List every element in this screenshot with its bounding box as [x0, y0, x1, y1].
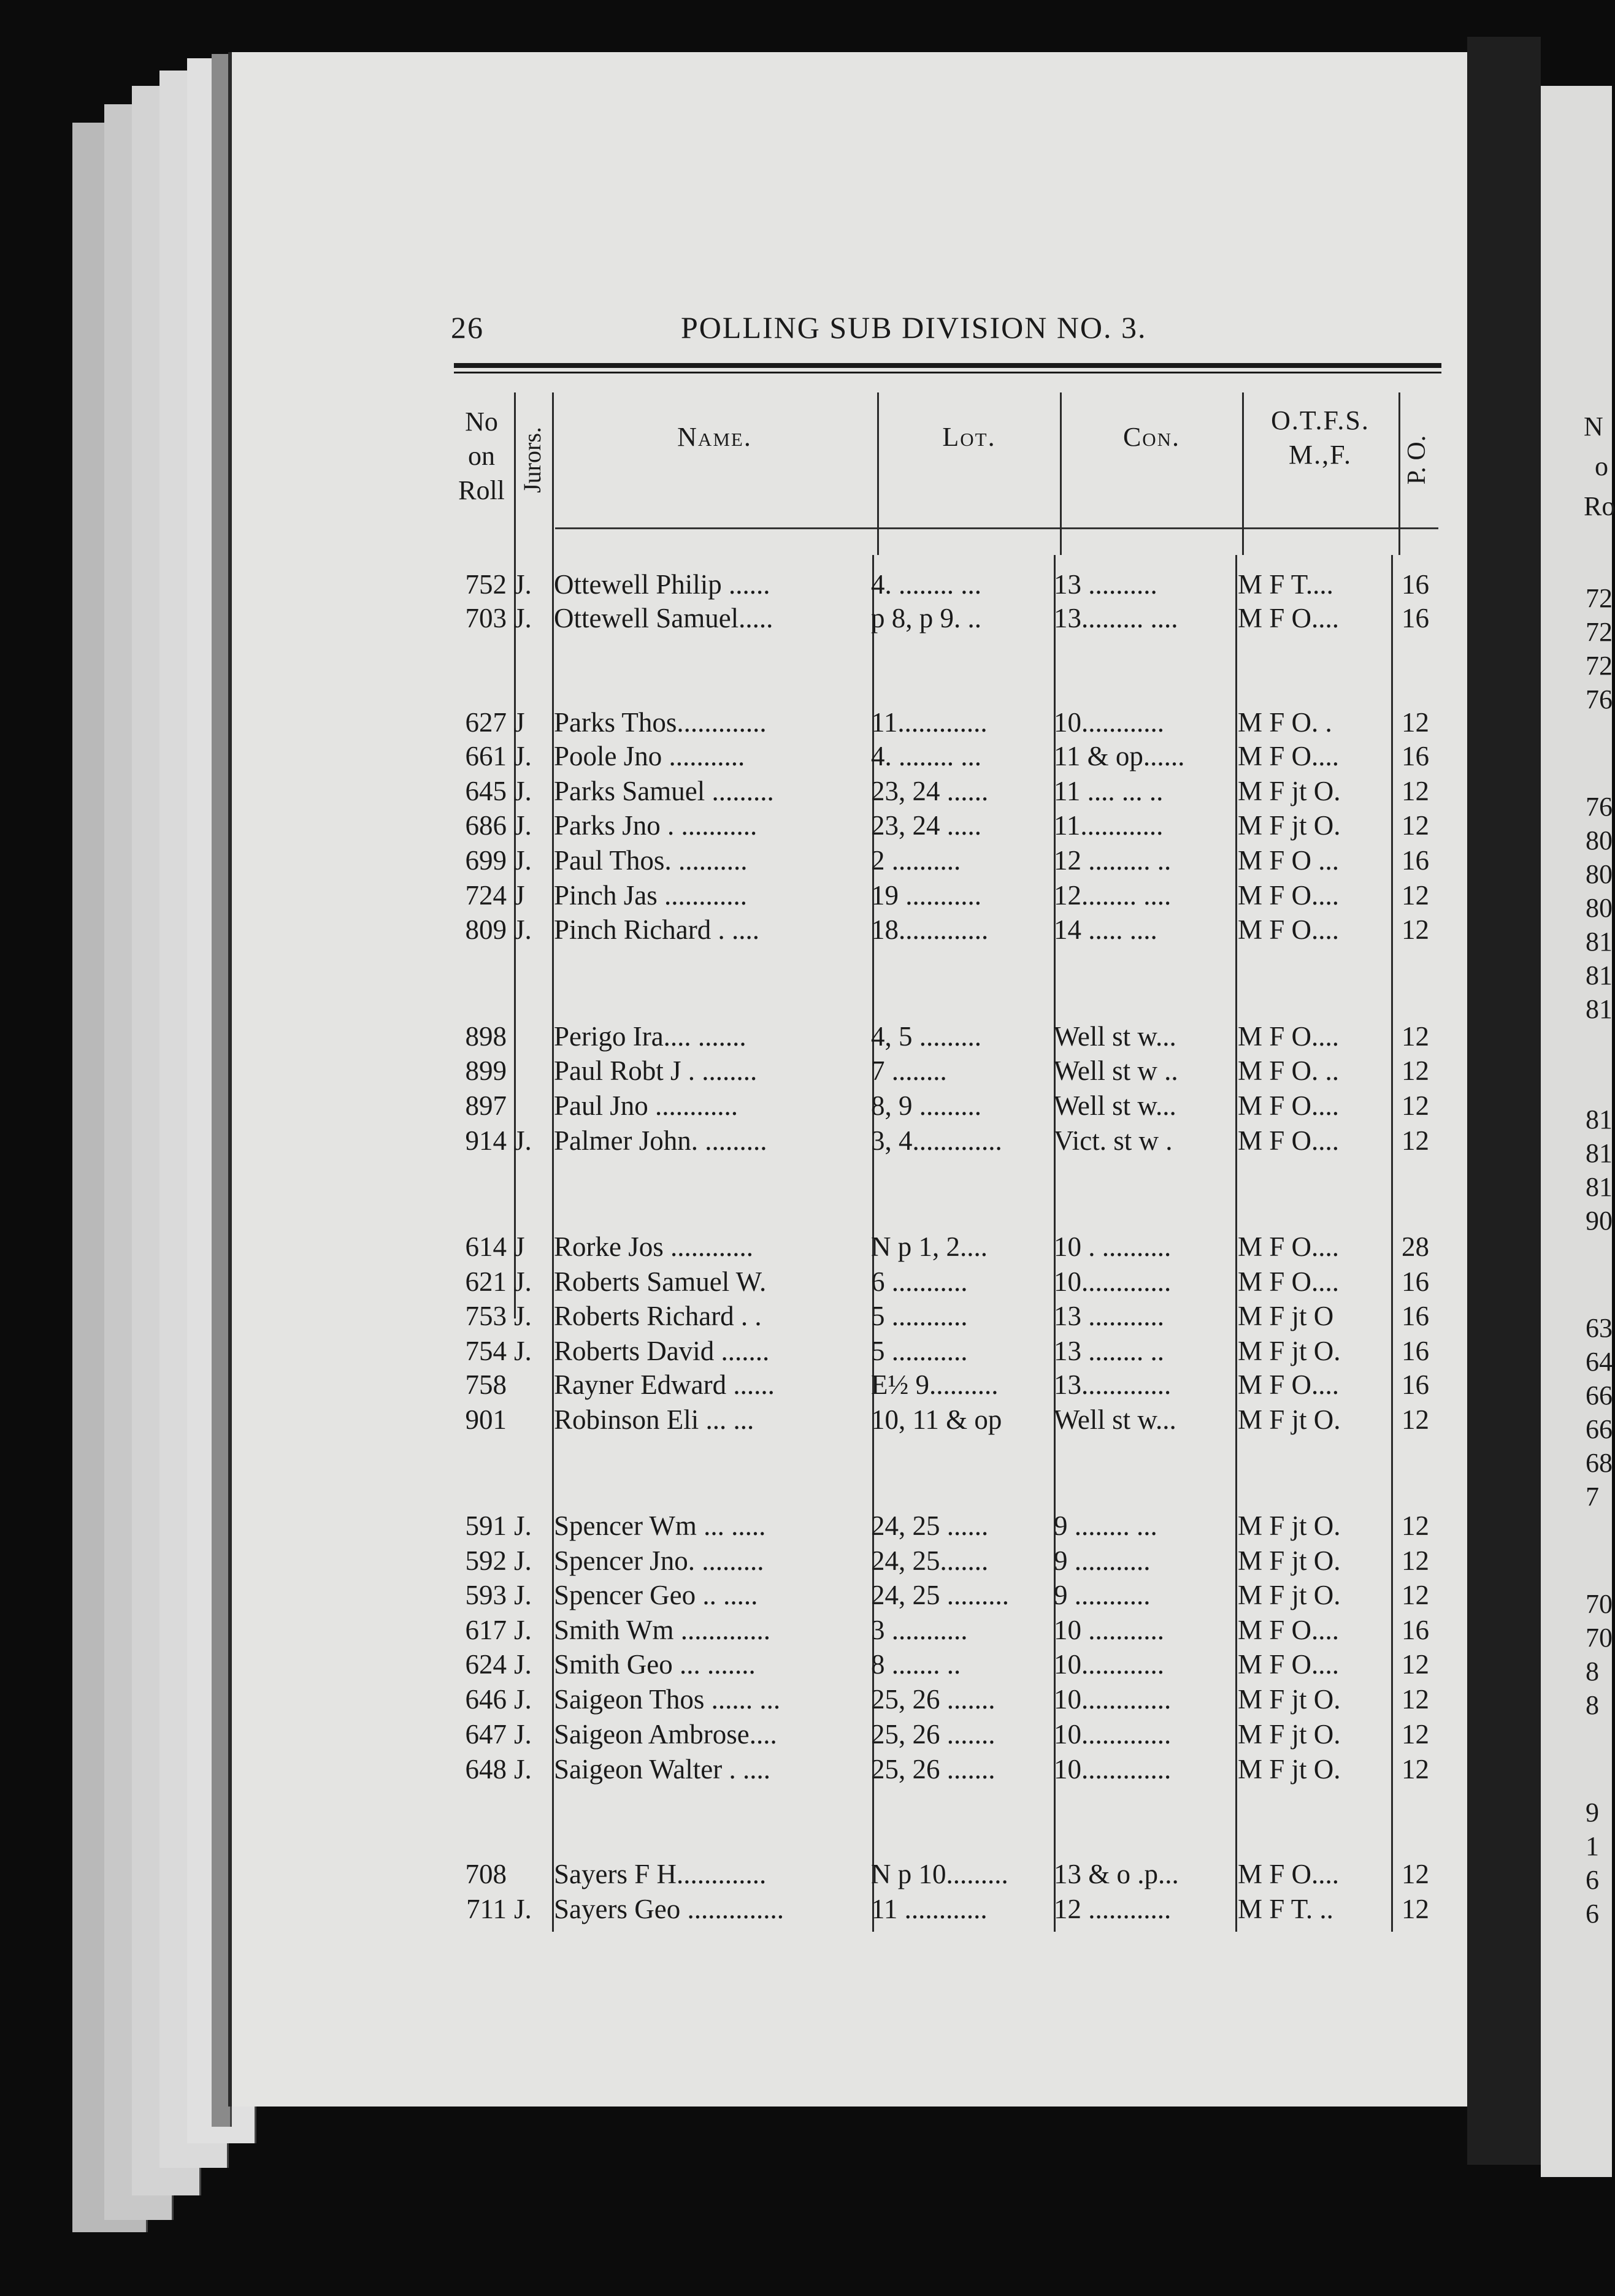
- cell-no: 899: [465, 1055, 507, 1086]
- table-row: [0, 567, 1612, 602]
- cell-lot: 11.............: [871, 707, 988, 738]
- cell-po: 16: [1402, 1369, 1429, 1400]
- cell-name: Parks Jno . ...........: [554, 810, 758, 841]
- cell-no: 901: [465, 1404, 507, 1435]
- facing-page-number-fragment: 81: [1586, 927, 1613, 957]
- cell-con: 12 ......... ..: [1054, 845, 1172, 876]
- header-rule-thin: [454, 372, 1441, 373]
- column-head-label: Jurors.: [518, 427, 546, 493]
- cell-no: 648: [465, 1754, 507, 1785]
- column-rule: [1398, 392, 1400, 555]
- facing-page-number-fragment: 70: [1586, 1589, 1613, 1619]
- cell-lot: 25, 26 .......: [871, 1719, 995, 1750]
- cell-no: 914: [465, 1125, 507, 1156]
- cell-con: 11............: [1054, 810, 1164, 841]
- facing-page-number-fragment: 68: [1586, 1448, 1613, 1478]
- cell-otfs: M F T....: [1238, 569, 1333, 600]
- column-head-line: on: [468, 441, 495, 471]
- cell-otfs: M F jt O.: [1238, 1684, 1341, 1715]
- cell-lot: N p 1, 2....: [871, 1231, 988, 1262]
- cell-name: Spencer Wm ... .....: [554, 1510, 766, 1541]
- cell-no: 809: [465, 914, 507, 945]
- cell-otfs: M F O....: [1238, 1615, 1340, 1645]
- cell-otfs: M F O....: [1238, 1231, 1340, 1262]
- cell-con: 13 ..........: [1054, 569, 1157, 600]
- facing-page-number-fragment: 76: [1586, 684, 1613, 714]
- cell-con: 9 ........ ...: [1054, 1510, 1157, 1541]
- cell-lot: 19 ...........: [871, 880, 981, 911]
- running-header: [451, 310, 1346, 346]
- cell-no: 699: [465, 845, 507, 876]
- cell-otfs: M F O....: [1238, 1125, 1340, 1156]
- cell-po: 12: [1402, 1580, 1429, 1610]
- column-head-no-on-roll: [442, 405, 521, 508]
- cell-name: Saigeon Walter . ....: [554, 1754, 770, 1785]
- column-head-jurors: [514, 399, 551, 521]
- cell-con: 12........ ....: [1054, 880, 1172, 911]
- column-head-po: [1398, 399, 1435, 521]
- cell-no: 703: [465, 603, 507, 633]
- cell-otfs: M F jt O.: [1238, 1719, 1341, 1750]
- cell-jur: J.: [514, 810, 532, 841]
- cell-no: 617: [465, 1615, 507, 1645]
- facing-page-number-fragment: 63: [1586, 1313, 1613, 1343]
- cell-jur: J.: [514, 845, 532, 876]
- cell-otfs: M F O....: [1238, 603, 1340, 633]
- cell-con: 10 ...........: [1054, 1615, 1164, 1645]
- cell-jur: J.: [514, 1649, 532, 1680]
- cell-lot: 4. ........ ...: [871, 741, 981, 771]
- cell-jur: J.: [514, 603, 532, 633]
- cell-lot: 3, 4.............: [871, 1125, 1002, 1156]
- table-row: [0, 1544, 1612, 1578]
- facing-page-number-fragment: 8: [1586, 1656, 1599, 1686]
- cell-con: 13 ...........: [1054, 1301, 1164, 1331]
- cell-name: Roberts Richard . .: [554, 1301, 762, 1331]
- cell-po: 12: [1402, 1021, 1429, 1052]
- cell-no: 646: [465, 1684, 507, 1715]
- cell-lot: 24, 25 .........: [871, 1580, 1009, 1610]
- cell-con: Well st w ..: [1054, 1055, 1178, 1086]
- facing-page-number-fragment: 81: [1586, 1138, 1613, 1168]
- cell-name: Sayers F H.............: [554, 1859, 767, 1889]
- column-head-label: P. O.: [1403, 435, 1431, 485]
- column-head-name: Name.: [677, 422, 752, 452]
- table-row: [0, 878, 1612, 913]
- table-row: [0, 1230, 1612, 1264]
- facing-page-number-fragment: 64: [1586, 1347, 1613, 1377]
- cell-name: Robinson Eli ... ...: [554, 1404, 754, 1435]
- cell-otfs: M F jt O.: [1238, 776, 1341, 806]
- cell-otfs: M F O....: [1238, 880, 1340, 911]
- cell-otfs: M F jt O.: [1238, 1754, 1341, 1785]
- cell-otfs: M F O. ..: [1238, 1055, 1340, 1086]
- column-head-otfs: [1242, 404, 1398, 472]
- cell-name: Paul Thos. ..........: [554, 845, 748, 876]
- table-row: [0, 1613, 1612, 1647]
- cell-lot: E½ 9..........: [871, 1369, 999, 1400]
- cell-jur: J.: [514, 1684, 532, 1715]
- cell-no: 645: [465, 776, 507, 806]
- cell-name: Parks Thos.............: [554, 707, 767, 738]
- cell-name: Parks Samuel .........: [554, 776, 774, 806]
- cell-con: Vict. st w .: [1054, 1125, 1173, 1156]
- cell-otfs: M F O....: [1238, 1859, 1340, 1889]
- cell-con: 10.............: [1054, 1754, 1172, 1785]
- cell-otfs: M F O....: [1238, 741, 1340, 771]
- cell-con: 10............: [1054, 707, 1164, 738]
- column-rule: [877, 392, 879, 555]
- cell-po: 12: [1402, 1649, 1429, 1680]
- cell-no: 711: [466, 1894, 507, 1924]
- cell-name: Saigeon Thos ...... ...: [554, 1684, 781, 1715]
- column-head-rule: [555, 527, 1438, 529]
- cell-no: 753: [465, 1301, 507, 1331]
- table-row: [0, 1578, 1612, 1612]
- cell-lot: 25, 26 .......: [871, 1684, 995, 1715]
- cell-lot: 10, 11 & op: [871, 1404, 1002, 1435]
- facing-page-number-fragment: 7: [1586, 1482, 1599, 1512]
- cell-po: 12: [1402, 1894, 1429, 1924]
- cell-lot: 11 ............: [871, 1894, 988, 1924]
- cell-otfs: M F O....: [1238, 914, 1340, 945]
- cell-otfs: M F jt O.: [1238, 1580, 1341, 1610]
- cell-name: Perigo Ira.... .......: [554, 1021, 746, 1052]
- cell-con: 11 & op......: [1054, 741, 1185, 771]
- cell-po: 12: [1402, 1055, 1429, 1086]
- facing-page-number-fragment: 81: [1586, 960, 1613, 990]
- table-row: [0, 705, 1612, 740]
- table-row: [0, 1299, 1612, 1333]
- table-row: [0, 774, 1612, 808]
- cell-lot: 18.............: [871, 914, 989, 945]
- cell-lot: 2 ..........: [871, 845, 961, 876]
- cell-otfs: M F jt O.: [1238, 1510, 1341, 1541]
- table-row: [0, 1717, 1612, 1751]
- cell-otfs: M F O ...: [1238, 845, 1340, 876]
- cell-name: Paul Jno ............: [554, 1090, 738, 1121]
- table-row: [0, 1402, 1612, 1437]
- cell-lot: N p 10.........: [871, 1859, 1008, 1889]
- cell-lot: 8, 9 .........: [871, 1090, 981, 1121]
- cell-jur: J.: [514, 1754, 532, 1785]
- cell-po: 16: [1402, 1615, 1429, 1645]
- table-row: [0, 1265, 1612, 1299]
- cell-con: Well st w...: [1054, 1404, 1176, 1435]
- cell-jur: J.: [514, 1545, 532, 1576]
- cell-jur: J: [514, 1231, 525, 1262]
- facing-page-number-fragment: 66: [1586, 1414, 1613, 1444]
- facing-page-number-fragment: 81: [1586, 1172, 1613, 1202]
- cell-no: 758: [465, 1369, 507, 1400]
- cell-name: Smith Geo ... .......: [554, 1649, 756, 1680]
- cell-lot: 25, 26 .......: [871, 1754, 995, 1785]
- column-head-con: Con.: [1122, 422, 1181, 452]
- cell-jur: J.: [514, 914, 532, 945]
- facing-page-number-fragment: 1: [1586, 1831, 1599, 1861]
- cell-no: 686: [465, 810, 507, 841]
- cell-lot: 5 ...........: [871, 1301, 968, 1331]
- facing-page-number-fragment: 80: [1586, 825, 1613, 855]
- cell-po: 12: [1402, 1510, 1429, 1541]
- table-row: [0, 1509, 1612, 1543]
- cell-po: 12: [1402, 1090, 1429, 1121]
- cell-lot: p 8, p 9. ..: [871, 603, 981, 633]
- cell-con: 13......... ....: [1054, 603, 1178, 633]
- cell-otfs: M F jt O.: [1238, 1545, 1341, 1576]
- cell-otfs: M F jt O.: [1238, 810, 1341, 841]
- cell-con: 10.............: [1054, 1719, 1172, 1750]
- cell-con: 9 ...........: [1054, 1545, 1151, 1576]
- facing-page-number-fragment: 70: [1586, 1623, 1613, 1653]
- facing-page-head-fragment: o: [1595, 451, 1608, 481]
- cell-po: 12: [1402, 1125, 1429, 1156]
- table-row: [0, 1019, 1612, 1054]
- table-row: [0, 1857, 1612, 1891]
- page-number: 26: [451, 310, 484, 345]
- cell-name: Smith Wm .............: [554, 1615, 770, 1645]
- cell-jur: J.: [514, 1301, 532, 1331]
- cell-con: 11 .... ... ..: [1054, 776, 1164, 806]
- cell-po: 28: [1402, 1231, 1429, 1262]
- page-title: POLLING SUB DIVISION NO. 3.: [681, 310, 1147, 345]
- cell-name: Spencer Jno. .........: [554, 1545, 764, 1576]
- cell-con: 9 ...........: [1054, 1580, 1151, 1610]
- table-row: [0, 808, 1612, 843]
- cell-po: 12: [1402, 810, 1429, 841]
- cell-otfs: M F O....: [1238, 1090, 1340, 1121]
- header-rule: [454, 363, 1441, 368]
- facing-page-number-fragment: 8: [1586, 1690, 1599, 1720]
- column-head-line: O.T.F.S.: [1271, 405, 1370, 435]
- cell-po: 12: [1402, 776, 1429, 806]
- cell-po: 12: [1402, 1545, 1429, 1576]
- cell-name: Pinch Richard . ....: [554, 914, 759, 945]
- facing-page-number-fragment: 80: [1586, 859, 1613, 889]
- column-head-line: M.,F.: [1288, 440, 1352, 470]
- cell-po: 16: [1402, 1336, 1429, 1366]
- cell-no: 661: [465, 741, 507, 771]
- cell-con: 12 ............: [1054, 1894, 1172, 1924]
- cell-con: 10.............: [1054, 1266, 1172, 1297]
- facing-page-number-fragment: 90: [1586, 1206, 1613, 1236]
- facing-page-number-fragment: 66: [1586, 1380, 1613, 1410]
- table-row: [0, 1647, 1612, 1682]
- cell-name: Roberts David .......: [554, 1336, 770, 1366]
- cell-jur: J.: [514, 776, 532, 806]
- cell-name: Ottewell Philip ......: [554, 569, 770, 600]
- facing-page-number-fragment: 81: [1586, 1104, 1613, 1135]
- cell-no: 621: [465, 1266, 507, 1297]
- cell-name: Rorke Jos ............: [554, 1231, 753, 1262]
- cell-con: 10 . ..........: [1054, 1231, 1172, 1262]
- table-row: [0, 1334, 1612, 1368]
- cell-jur: J.: [514, 569, 532, 600]
- cell-con: 10............: [1054, 1649, 1164, 1680]
- cell-no: 591: [465, 1510, 507, 1541]
- cell-name: Sayers Geo ..............: [554, 1894, 784, 1924]
- cell-jur: J.: [514, 1719, 532, 1750]
- cell-no: 754: [465, 1336, 507, 1366]
- facing-page-number-fragment: 72: [1586, 617, 1613, 647]
- cell-no: 592: [465, 1545, 507, 1576]
- cell-lot: 5 ...........: [871, 1336, 968, 1366]
- column-head-line: Roll: [458, 475, 505, 505]
- facing-page-number-fragment: 6: [1586, 1899, 1599, 1929]
- table-row: [0, 1682, 1612, 1716]
- facing-page-number-fragment: 80: [1586, 893, 1613, 923]
- cell-no: 724: [465, 880, 507, 911]
- cell-otfs: M F O....: [1238, 1021, 1340, 1052]
- cell-po: 16: [1402, 1266, 1429, 1297]
- facing-page-head-fragment: Ro: [1584, 491, 1615, 521]
- cell-jur: J: [514, 880, 525, 911]
- table-row: [0, 1123, 1612, 1158]
- cell-lot: 4. ........ ...: [871, 569, 981, 600]
- cell-jur: J.: [514, 1266, 532, 1297]
- cell-jur: J.: [514, 1336, 532, 1366]
- cell-lot: 7 ........: [871, 1055, 947, 1086]
- cell-name: Roberts Samuel W.: [554, 1266, 767, 1297]
- cell-lot: 24, 25.......: [871, 1545, 989, 1576]
- facing-page-number-fragment: 9: [1586, 1797, 1599, 1827]
- cell-no: 593: [465, 1580, 507, 1610]
- cell-po: 12: [1402, 1754, 1429, 1785]
- cell-otfs: M F O....: [1238, 1266, 1340, 1297]
- table-row: [0, 1892, 1612, 1926]
- cell-name: Poole Jno ...........: [554, 741, 745, 771]
- cell-lot: 23, 24 .....: [871, 810, 981, 841]
- cell-po: 12: [1402, 707, 1429, 738]
- cell-con: 13 ........ ..: [1054, 1336, 1164, 1366]
- cell-no: 624: [465, 1649, 507, 1680]
- cell-otfs: M F O. .: [1238, 707, 1332, 738]
- cell-no: 898: [465, 1021, 507, 1052]
- table-row: [0, 1752, 1612, 1786]
- cell-lot: 23, 24 ......: [871, 776, 989, 806]
- cell-con: 13.............: [1054, 1369, 1172, 1400]
- cell-lot: 6 ...........: [871, 1266, 968, 1297]
- cell-name: Spencer Geo .. .....: [554, 1580, 758, 1610]
- column-head-lot: Lot.: [942, 422, 996, 452]
- cell-no: 708: [465, 1859, 507, 1889]
- table-row: [0, 739, 1612, 773]
- table-row: [0, 913, 1612, 947]
- cell-otfs: M F T. ..: [1238, 1894, 1333, 1924]
- cell-no: 614: [465, 1231, 507, 1262]
- facing-page-number-fragment: 72: [1586, 583, 1613, 613]
- cell-po: 12: [1402, 880, 1429, 911]
- cell-otfs: M F O....: [1238, 1369, 1340, 1400]
- cell-jur: J.: [514, 1615, 532, 1645]
- table-row: [0, 601, 1612, 635]
- cell-po: 16: [1402, 603, 1429, 633]
- table-row: [0, 1368, 1612, 1402]
- cell-name: Saigeon Ambrose....: [554, 1719, 777, 1750]
- cell-otfs: M F O....: [1238, 1649, 1340, 1680]
- cell-po: 12: [1402, 1684, 1429, 1715]
- column-rule: [1060, 392, 1062, 555]
- cell-otfs: M F jt O.: [1238, 1404, 1341, 1435]
- cell-con: 13 & o .p...: [1054, 1859, 1179, 1889]
- column-head-line: No: [465, 407, 498, 437]
- facing-page-head-fragment: N: [1584, 411, 1603, 442]
- cell-jur: J.: [514, 1125, 532, 1156]
- cell-lot: 24, 25 ......: [871, 1510, 989, 1541]
- cell-po: 12: [1402, 914, 1429, 945]
- cell-po: 16: [1402, 741, 1429, 771]
- cell-po: 12: [1402, 1859, 1429, 1889]
- cell-jur: J.: [514, 1510, 532, 1541]
- facing-page-number-fragment: 72: [1586, 651, 1613, 681]
- facing-page-number-fragment: 76: [1586, 792, 1613, 822]
- cell-lot: 8 ....... ..: [871, 1649, 961, 1680]
- cell-no: 897: [465, 1090, 507, 1121]
- table-row: [0, 1089, 1612, 1123]
- cell-name: Palmer John. .........: [554, 1125, 767, 1156]
- cell-po: 12: [1402, 1719, 1429, 1750]
- cell-no: 647: [465, 1719, 507, 1750]
- cell-po: 16: [1402, 569, 1429, 600]
- facing-page-number-fragment: 6: [1586, 1865, 1599, 1895]
- cell-name: Ottewell Samuel.....: [554, 603, 773, 633]
- cell-otfs: M F jt O: [1238, 1301, 1334, 1331]
- cell-jur: J.: [514, 741, 532, 771]
- cell-lot: 4, 5 .........: [871, 1021, 981, 1052]
- cell-jur: J.: [514, 1894, 532, 1924]
- cell-no: 627: [465, 707, 507, 738]
- cell-con: Well st w...: [1054, 1090, 1176, 1121]
- cell-con: Well st w...: [1054, 1021, 1176, 1052]
- cell-name: Pinch Jas ............: [554, 880, 747, 911]
- column-rule: [1242, 392, 1244, 555]
- cell-lot: 3 ...........: [871, 1615, 968, 1645]
- cell-jur: J: [514, 707, 525, 738]
- cell-po: 12: [1402, 1404, 1429, 1435]
- cell-con: 14 ..... ....: [1054, 914, 1157, 945]
- cell-no: 752: [465, 569, 507, 600]
- facing-page-number-fragment: 81: [1586, 994, 1613, 1024]
- cell-po: 16: [1402, 845, 1429, 876]
- cell-po: 16: [1402, 1301, 1429, 1331]
- table-row: [0, 843, 1612, 878]
- cell-con: 10.............: [1054, 1684, 1172, 1715]
- cell-otfs: M F jt O.: [1238, 1336, 1341, 1366]
- cell-name: Paul Robt J . ........: [554, 1055, 758, 1086]
- cell-name: Rayner Edward ......: [554, 1369, 775, 1400]
- cell-jur: J.: [514, 1580, 532, 1610]
- table-row: [0, 1054, 1612, 1088]
